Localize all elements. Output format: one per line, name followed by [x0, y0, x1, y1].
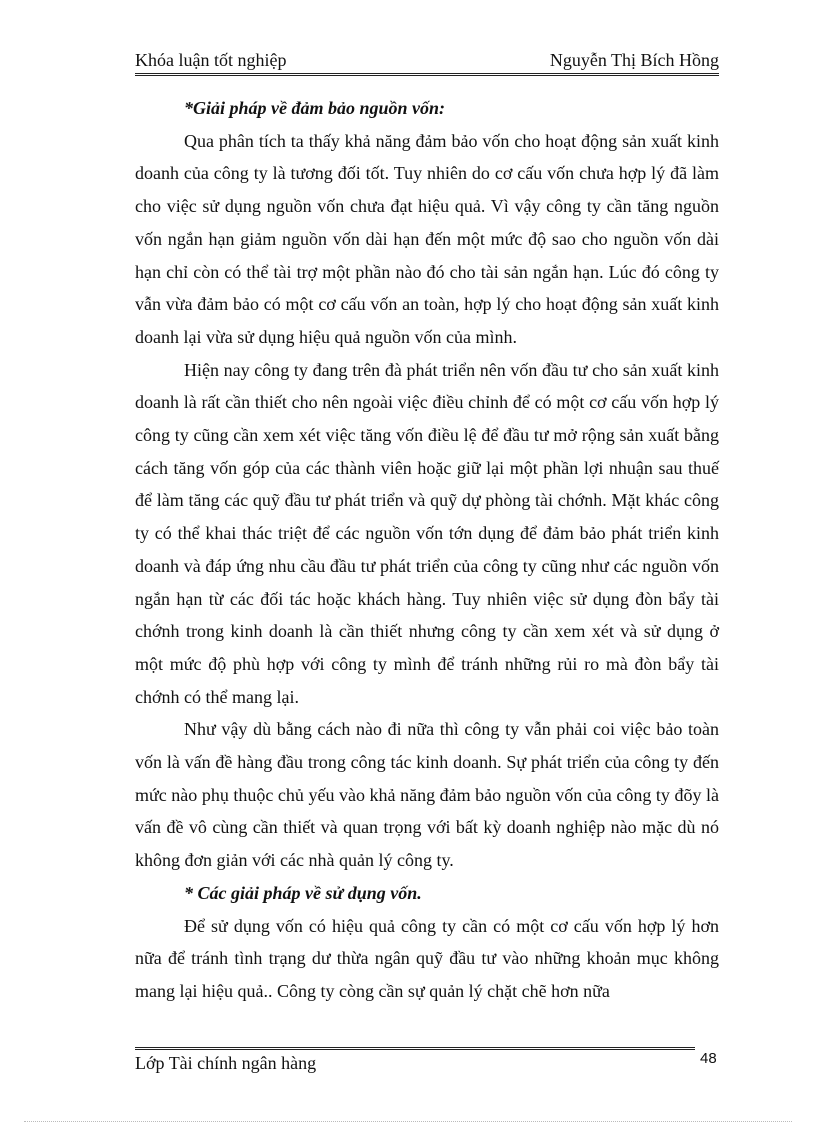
page-bottom-edge: [24, 1121, 792, 1122]
section-heading-capital-use: * Các giải pháp về sử dụng vốn.: [184, 882, 422, 903]
paragraph-3: Như vậy dù bằng cách nào đi nữa thì công ty vẫn phải coi việc bảo toàn vốn là vấn đề hàng đầu trong công tác kinh doanh. Sự phát triển của công ty đến mức nào phụ thuộc chủ yếu vào khả năng đảm bảo nguồn vốn của công ty đõy là vấn đề vô cùng cần thiết và quan trọng với bất kỳ doanh nghiệp nào mặc dù nó không đơn giản với các nhà quản lý công ty.: [135, 719, 719, 871]
paragraph-2: Hiện nay công ty đang trên đà phát triển nên vốn đầu tư cho sản xuất kinh doanh là rất cần thiết cho nên ngoài việc điều chỉnh để có một cơ cấu vốn hợp lý công ty cũng cần xem xét việc tăng vốn điều lệ để đầu tư mở rộng sản xuất bằng cách tăng vốn góp của các thành viên hoặc giữ lại một phần lợi nhuận sau thuế để làm tăng các quỹ đầu tư phát triển và quỹ dự phòng tài chớnh. Mặt khác công ty có thể khai thác triệt để các nguồn vốn tớn dụng để đảm bảo phát triển kinh doanh và đáp ứng nhu cầu đầu tư phát triển của công ty cũng như các nguồn vốn ngắn hạn từ các đối tác hoặc khách hàng. Tuy nhiên việc sử dụng đòn bẩy tài chớnh trong kinh doanh là cần thiết nhưng công ty cần xem xét và sử dụng ở một mức độ phù hợp với công ty mình để tránh những rủi ro mà đòn bẩy tài chớnh có thể mang lại.: [135, 359, 719, 707]
footer-class-name: Lớp Tài chính ngân hàng: [135, 1053, 317, 1073]
page-header: [135, 48, 719, 74]
page-number: 48: [700, 1050, 717, 1067]
header-thesis-title: Khóa luận tốt nghiệp: [135, 50, 287, 70]
header-divider: [135, 73, 719, 76]
footer-divider: [135, 1047, 695, 1050]
section-heading-capital-assurance: *Giải pháp về đảm bảo nguồn vốn:: [184, 98, 446, 118]
header-author-name: Nguyễn Thị Bích Hồng: [549, 50, 719, 70]
document-body: [135, 92, 719, 1008]
paragraph-4: Để sử dụng vốn có hiệu quả công ty cần có một cơ cấu vốn hợp lý hơn nữa để tránh tình trạng dư thừa ngân quỹ đầu tư vào những khoản mục không mang lại hiệu quả.. Công ty còng cần sự quản lý chặt chẽ hơn nữa: [135, 915, 719, 1001]
paragraph-1: Qua phân tích ta thấy khả năng đảm bảo vốn cho hoạt động sản xuất kinh doanh của công ty là tương đối tốt. Tuy nhiên do cơ cấu vốn chưa hợp lý đã làm cho việc sử dụng nguồn vốn chưa đạt hiệu quả. Vì vậy công ty cần tăng nguồn vốn ngắn hạn giảm nguồn vốn dài hạn đến một mức độ sao cho nguồn vốn dài hạn chỉ còn có thể tài trợ một phần nào đó cho tài sản ngắn hạn. Lúc đó công ty vẫn vừa đảm bảo có một cơ cấu vốn an toàn, hợp lý cho hoạt động sản xuất kinh doanh lại vừa sử dụng hiệu quả nguồn vốn của mình.: [135, 130, 719, 347]
